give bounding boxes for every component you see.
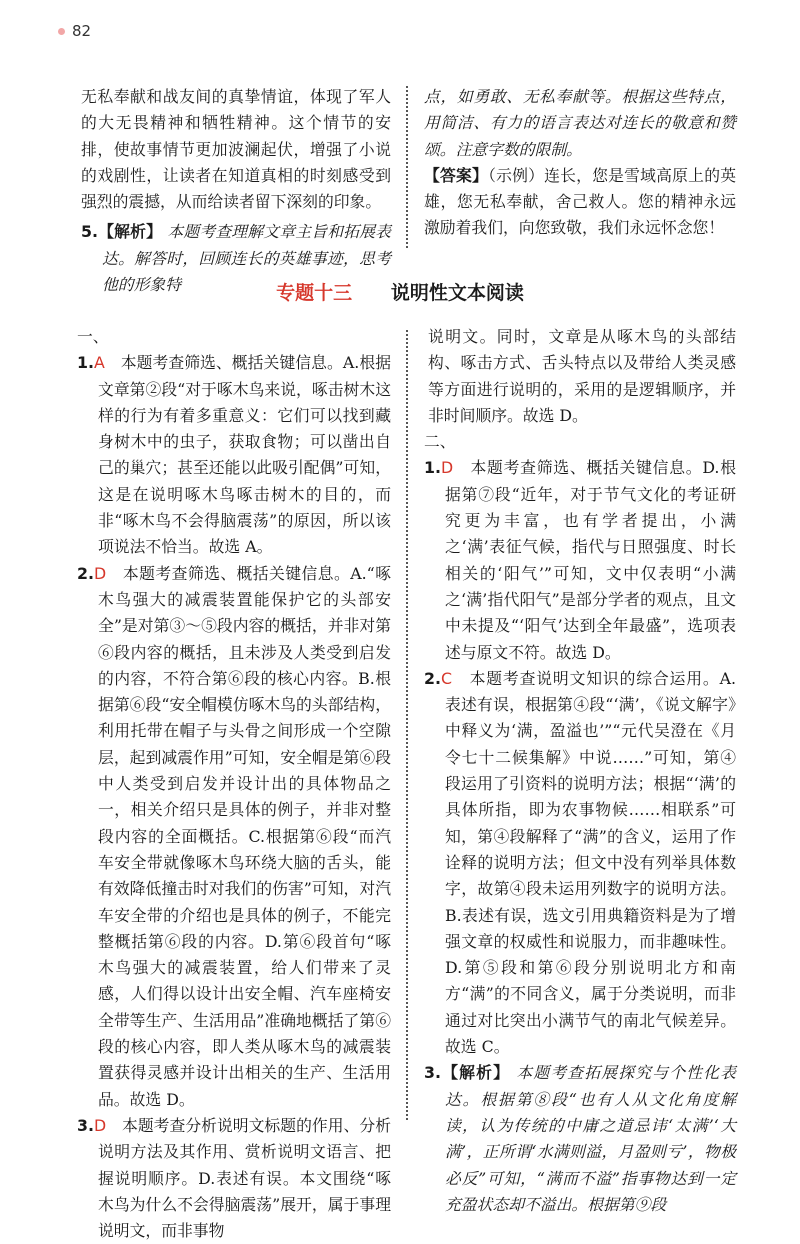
top-left-column bbox=[81, 84, 391, 298]
question-2-2-number: 2. bbox=[424, 668, 441, 688]
question-2-3 bbox=[424, 1060, 736, 1218]
question-2-3-number: 3. bbox=[424, 1063, 441, 1083]
question-2-2 bbox=[424, 666, 736, 1060]
question-1-number: 1. bbox=[77, 353, 94, 373]
page-number-text: 82 bbox=[72, 22, 92, 40]
analysis-tag: 【解析】 bbox=[98, 222, 163, 242]
bottom-right-column bbox=[424, 324, 736, 1218]
answer-block bbox=[424, 163, 736, 242]
question-2 bbox=[77, 561, 391, 1113]
question-1-answer: A bbox=[94, 353, 105, 373]
section-title bbox=[0, 278, 800, 305]
question-2-1-number: 1. bbox=[424, 458, 441, 478]
question-1 bbox=[77, 350, 391, 560]
top-left-paragraph: 无私奉献和战友间的真挚情谊，体现了军人的大无畏精神和牺牲精神。这个情节的安排，使故事情节更加波澜起伏，增强了小说的戏剧性，让读者在知道真相的时刻感受到强烈的震撼，从而给读者留下深刻的印象。 bbox=[81, 87, 391, 212]
top-right-column bbox=[424, 84, 736, 242]
question-1-text: 本题考查筛选、概括关键信息。A.根据文章第②段“对于啄木鸟来说，啄击树木这样的行为有着多重意义：它们可以找到藏身树木中的虫子，获取食物；可以凿出自己的巢穴；甚至还能以此吸引配偶”可知，这是在说明啄木鸟啄击树木的目的，而非“啄木鸟不会得脑震荡”的原因，所以该项说法不恰当。故选 A。 bbox=[98, 353, 391, 557]
top-right-paragraph: 点，如勇敢、无私奉献等。根据这些特点，用简洁、有力的语言表达对连长的敬意和赞颂。注意字数的限制。 bbox=[424, 87, 736, 159]
answer-text: （示例）连长，您是雪域高原上的英雄，您无私奉献，舍己救人。您的精神永远激励着我们，向您致敬，我们永远怀念您！ bbox=[424, 165, 736, 238]
question-3 bbox=[77, 1113, 391, 1244]
question-2-2-answer: C bbox=[441, 668, 453, 688]
section-one-heading: 一、 bbox=[77, 327, 109, 346]
bottom-left-column bbox=[77, 324, 391, 1244]
answer-tag: 【答案】 bbox=[424, 165, 489, 185]
question-2-3-text: 本题考查拓展探究与个性化表达。根据第⑧段“也有人从文化角度解读，认为传统的中庸之道忌讳‘太满’‘大满’，正所谓‘水满则溢，月盈则亏’，物极必反”可知，“满而不溢”指事物达到一定充盈状态却不溢出。根据第⑨段 bbox=[445, 1063, 736, 1214]
question-2-1-text: 本题考查筛选、概括关键信息。D.根据第⑦段“近年，对于节气文化的考证研究更为丰富，也有学者提出，小满之‘满’表征气候，指代与日照强度、时长相关的‘阳气’”可知，文中仅表明“小满之‘满’指代阳气”是部分学者的观点，且文中未提及“‘阳气’达到全年最盛”，选项表述与原文不符。故选 D。 bbox=[445, 458, 736, 662]
column-divider-top bbox=[406, 86, 408, 248]
page-number bbox=[58, 22, 91, 40]
question-2-text: 本题考查筛选、概括关键信息。A.“啄木鸟强大的减震装置能保护它的头部安全”是对第③～⑤段内容的概括，并非对第⑥段内容的概括，且未涉及人类受到启发的内容，不符合第⑥段的核心内容。B.根据第⑥段“安全帽模仿啄木鸟的头部结构，利用托带在帽子与头骨之间形成一个空隙层，起到减震作用”可知，安全帽是第⑥段中人类受到启发并设计出的具体物品之一，相关介绍只是具体的例子，并非对整段内容的全面概括。C.根据第⑥段“而汽车安全带就像啄木鸟环绕大脑的舌头，能有效降低撞击时对我们的伤害”可知，对汽车安全带的介绍也是具体的例子，不能完整概括第⑥段的内容。D.第⑥段首句“啄木鸟强大的减震装置，给人们带来了灵感，人们得以设计出安全帽、汽车座椅安全带等生产、生活用品”准确地概括了第⑥段的核心内容，即人类从啄木鸟的减震装置获得灵感并设计出相关的生产、生活用品。故选 D。 bbox=[98, 563, 391, 1109]
page-dot-icon bbox=[58, 28, 65, 35]
question-2-1-answer: D bbox=[441, 458, 454, 478]
question-2-1 bbox=[424, 455, 736, 665]
section-two-heading: 二、 bbox=[424, 432, 456, 452]
continued-paragraph: 说明文。同时，文章是从啄木鸟的头部结构、啄击方式、舌头特点以及带给人类灵感等方面进行说明的，采用的是逻辑顺序，并非时间顺序。故选 D。 bbox=[428, 327, 736, 425]
question-3-answer: D bbox=[94, 1115, 107, 1135]
question-5-text: 本题考查理解文章主旨和拓展表达。解答时，回顾连长的英雄事迹，思考他的形象特 bbox=[102, 222, 391, 295]
question-3-number: 3. bbox=[77, 1115, 94, 1135]
question-2-answer: D bbox=[94, 563, 107, 583]
column-divider-bottom bbox=[406, 330, 408, 1120]
analysis-tag-2: 【解析】 bbox=[441, 1063, 511, 1083]
question-2-2-text: 本题考查说明文知识的综合运用。A.表述有误，根据第④段“‘满’，《说文解字》中释义为‘满，盈溢也’”“元代吴澄在《月令七十二候集解》中说……”可知，第④段运用了引资料的说明方法；根据“‘满’的具体所指，即为农事物候……相联系”可知，第④段解释了“满”的含义，运用了作诠释的说明方法；但文中没有列举具体数字，故第④段未运用列数字的说明方法。B.表述有误，选文引用典籍资料是为了增强文章的权威性和说服力，而非趣味性。D.第⑤段和第⑥段分别说明北方和南方“满”的不同含义，属于分类说明，而非通过对比突出小满节气的南北气候差异。故选 C。 bbox=[445, 668, 736, 1057]
question-5-number: 5. bbox=[81, 222, 98, 242]
section-title-text: 说明性文本阅读 bbox=[390, 282, 524, 304]
question-2-number: 2. bbox=[77, 563, 94, 583]
section-title-number: 专题十三 bbox=[276, 282, 353, 304]
question-3-text: 本题考查分析说明文标题的作用、分析说明方法及其作用、赏析说明文语言、把握说明顺序。D.表述有误。本文围绕“啄木鸟为什么不会得脑震荡”展开，属于事理说明文，而非事物 bbox=[98, 1115, 391, 1241]
